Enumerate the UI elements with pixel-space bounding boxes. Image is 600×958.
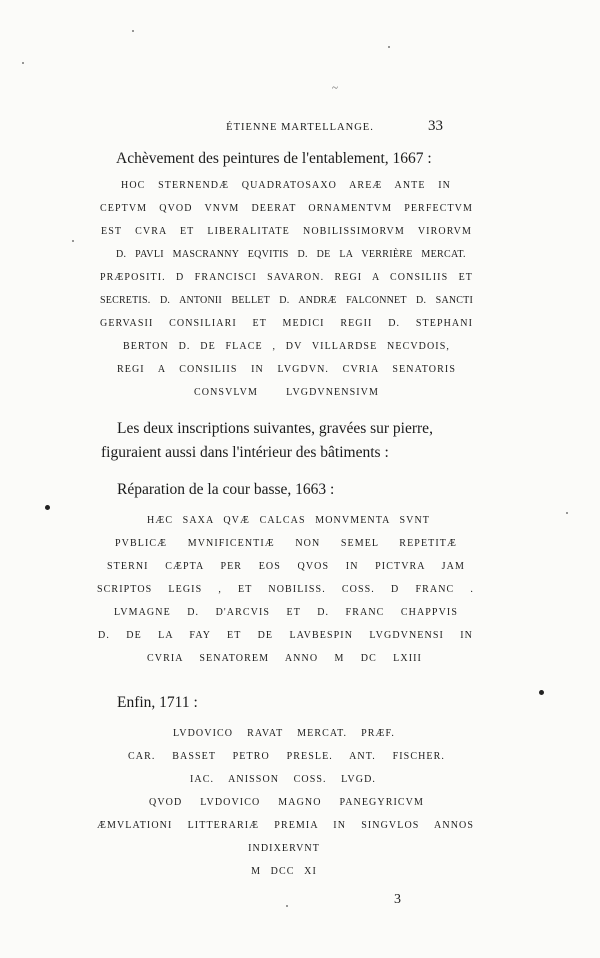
inscription-1-line: D. PAVLI MASCRANNY EQVITIS D. DE LA VERRIÈRE MERCAT. bbox=[116, 249, 466, 260]
inscription-2-line: STERNI CÆPTA PER EOS QVOS IN PICTVRA JAM bbox=[107, 561, 465, 572]
running-head: ÉTIENNE MARTELLANGE. bbox=[226, 122, 374, 133]
page-number: 33 bbox=[428, 118, 443, 134]
section-3-intro: Enfin, 1711 : bbox=[117, 694, 198, 711]
ink-dot bbox=[539, 690, 544, 695]
inscription-1-line: SECRETIS. D. ANTONII BELLET D. ANDRÆ FALCONNET D. SANCTI bbox=[100, 295, 473, 306]
inscription-1-line: PRÆPOSITI. D FRANCISCI SAVARON. REGI A CONSILIIS ET bbox=[100, 272, 473, 283]
inscription-1-line: HOC STERNENDÆ QUADRATOSAXO AREÆ ANTE IN bbox=[121, 180, 451, 191]
paper-speck bbox=[566, 512, 568, 514]
inscription-1-line: GERVASII CONSILIARI ET MEDICI REGII D. STEPHANI bbox=[100, 318, 473, 329]
inscription-3-line: INDIXERVNT bbox=[248, 843, 320, 854]
section-1-intro: Achèvement des peintures de l'entablement, 1667 : bbox=[116, 150, 432, 167]
inscription-1-line: EST CVRA ET LIBERALITATE NOBILISSIMORVM VIRORVM bbox=[101, 226, 472, 237]
signature-mark: 3 bbox=[394, 892, 401, 907]
inscription-2-line: HÆC SAXA QVÆ CALCAS MONVMENTA SVNT bbox=[147, 515, 431, 526]
paper-speck bbox=[72, 240, 74, 242]
ink-dot bbox=[45, 505, 50, 510]
section-2-intro: Réparation de la cour basse, 1663 : bbox=[117, 481, 335, 498]
inscription-3-line: IAC. ANISSON COSS. LVGD. bbox=[190, 774, 376, 785]
paper-speck bbox=[22, 62, 24, 64]
inscription-2-line: PVBLICÆ MVNIFICENTIÆ NON SEMEL REPETITÆ bbox=[115, 538, 457, 549]
inscription-2-line: D. DE LA FAY ET DE LAVBESPIN LVGDVNENSI IN bbox=[98, 630, 473, 641]
inscription-1-line: CEPTVM QVOD VNVM DEERAT ORNAMENTVM PERFECTVM bbox=[100, 203, 473, 214]
ornament-mark: ~ bbox=[332, 82, 338, 94]
inscription-3-line: M DCC XI bbox=[251, 866, 317, 877]
paragraph-line: Les deux inscriptions suivantes, gravées sur pierre, bbox=[117, 420, 433, 437]
inscription-1-line: BERTON D. DE FLACE , DV VILLARDSE NECVDOIS, bbox=[123, 341, 450, 352]
inscription-1-line: REGI A CONSILIIS IN LVGDVN. CVRIA SENATORIS bbox=[117, 364, 456, 375]
inscription-3-line: QVOD LVDOVICO MAGNO PANEGYRICVM bbox=[149, 797, 424, 808]
inscription-2-line: LVMAGNE D. D'ARCVIS ET D. FRANC CHAPPVIS bbox=[114, 607, 458, 618]
inscription-2-line: CVRIA SENATOREM ANNO M DC LXIII bbox=[147, 653, 422, 664]
inscription-1-line: CONSVLVM LVGDVNENSIVM bbox=[194, 387, 379, 398]
inscription-2-line: SCRIPTOS LEGIS , ET NOBILISS. COSS. D FRANC . bbox=[97, 584, 474, 595]
inscription-3-line: ÆMVLATIONI LITTERARIÆ PREMIA IN SINGVLOS ANNOS bbox=[97, 820, 474, 831]
paragraph-line: figuraient aussi dans l'intérieur des bâtiments : bbox=[101, 444, 389, 461]
inscription-3-line: CAR. BASSET PETRO PRESLE. ANT. FISCHER. bbox=[128, 751, 445, 762]
paper-speck bbox=[388, 46, 390, 48]
paper-speck bbox=[286, 905, 288, 907]
inscription-3-line: LVDOVICO RAVAT MERCAT. PRÆF. bbox=[173, 728, 395, 739]
paper-speck bbox=[132, 30, 134, 32]
